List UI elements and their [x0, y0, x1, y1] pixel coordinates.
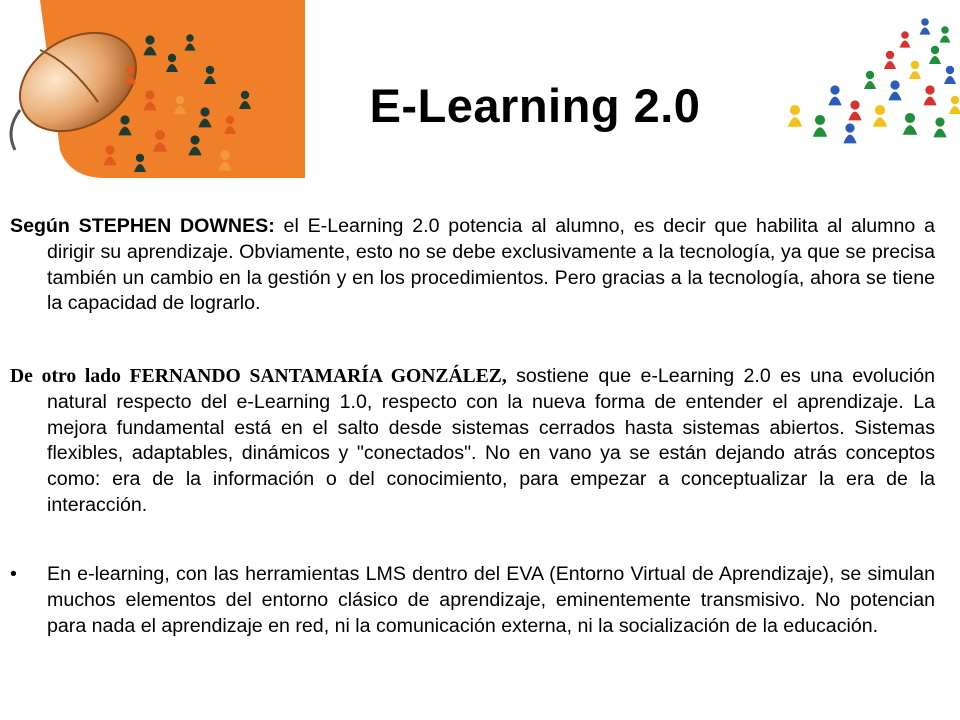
paragraph-santamaria-lead: De otro lado FERNANDO SANTAMARÍA GONZÁLEZ, [10, 366, 507, 387]
slide-title: E-Learning 2.0 [369, 79, 701, 132]
paragraph-downes-body: el E-Learning 2.0 potencia al alumno, es decir que habilita al alumno a dirigir su aprendizaje. Obviamente, esto no se debe exclusivamente a la tecnología, ya que se precisa también un cambio en la gestión y en los procedimientos. Pero gracias a la tecnología, ahora se tiene la capacidad de lograrlo. [47, 215, 935, 315]
bullet-item [10, 562, 935, 639]
bullet-marker: • [10, 563, 17, 585]
paragraph-downes-lead: Según STEPHEN DOWNES: [10, 215, 275, 237]
bullet-text: En e-learning, con las herramientas LMS dentro del EVA (Entorno Virtual de Aprendizaje), se simulan muchos elementos del entorno clásico de aprendizaje, eminentemente transmisivo. No potencian para nada el aprendizaje en red, ni la comunicación externa, ni la socialización de la educación. [47, 563, 935, 637]
paragraph-santamaria-body: sostiene que e-Learning 2.0 es una evolución natural respecto del e-Learning 1.0, respecto con la nueva forma de entender el aprendizaje. La mejora fundamental está en el salto desde sistemas cerrados hasta sistemas abiertos. Sistemas flexibles, adaptables, dinámicos y "conectados". No en vano ya se están dejando atrás conceptos como: era de la información o del conocimiento, para empezar a conceptualizar la era de la interacción. [47, 365, 935, 516]
paragraph-santamaria [10, 364, 935, 519]
paragraph-downes [10, 214, 935, 317]
